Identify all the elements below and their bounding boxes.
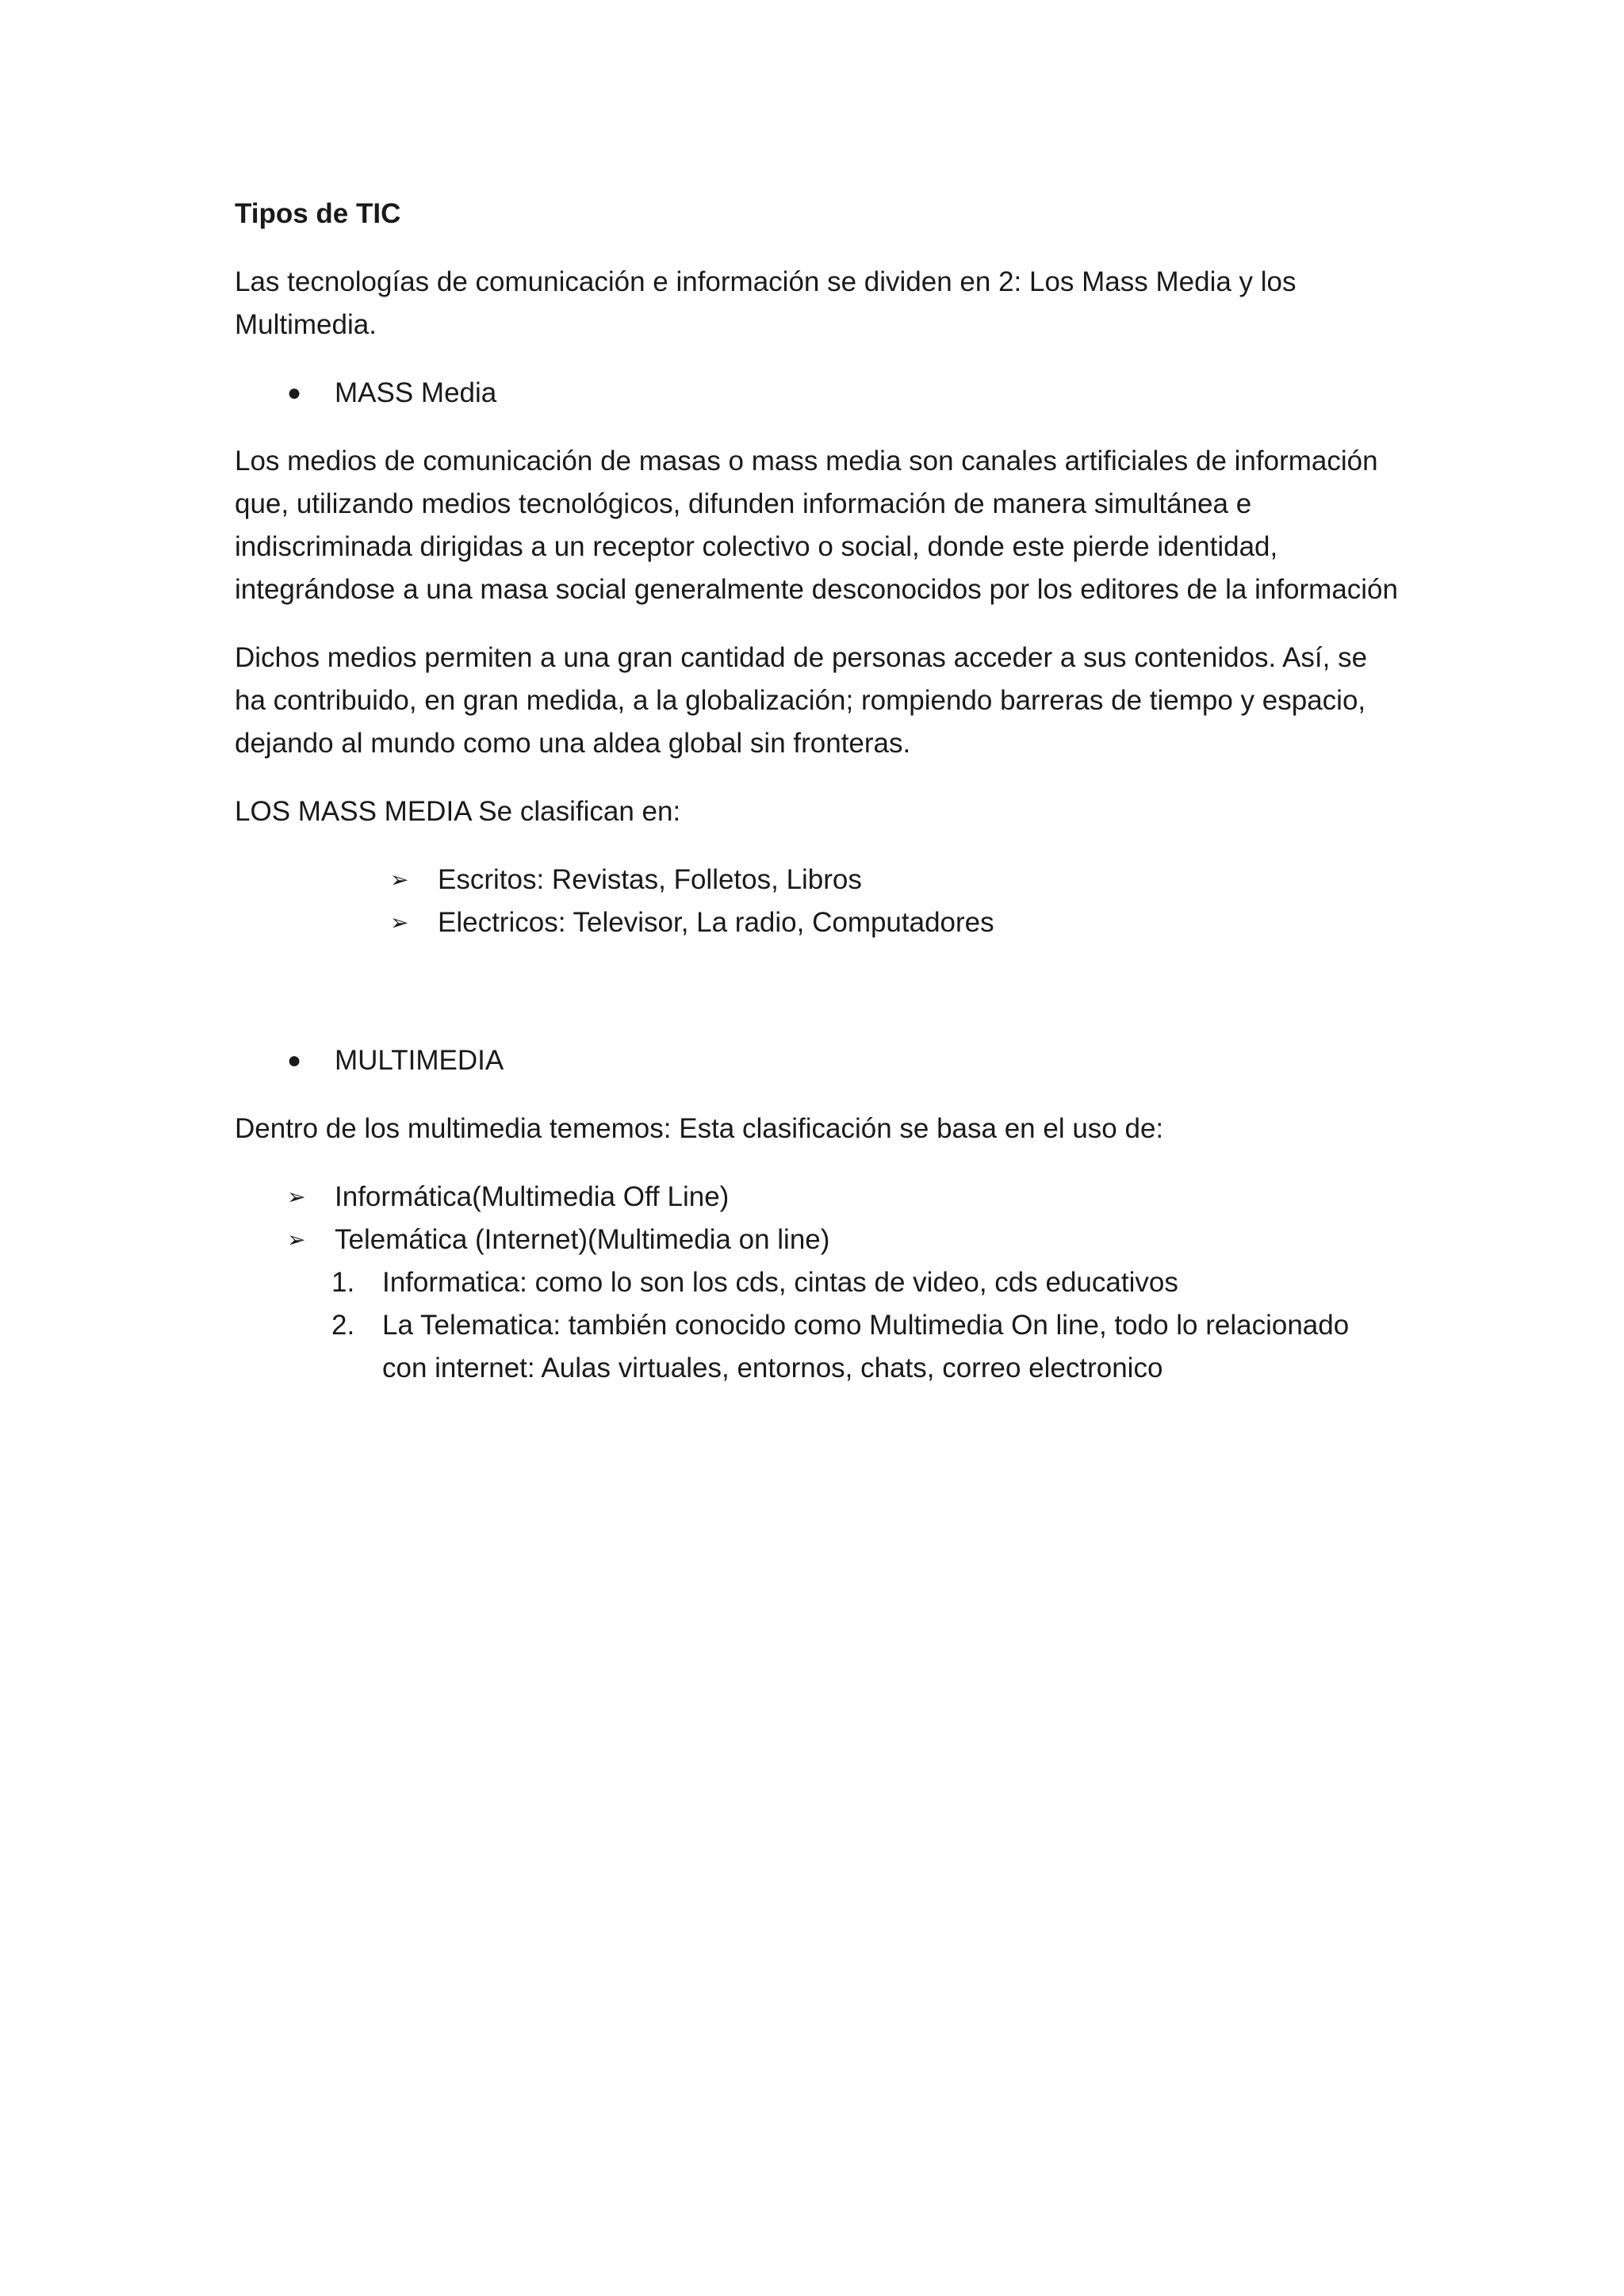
- multimedia-numbered-list: [235, 1261, 1400, 1390]
- mass-media-paragraph-1: Los medios de comunicación de masas o mass media son canales artificiales de información que, utilizando medios tecnológicos, difunden información de manera simultánea e indiscriminada dirigidas a un receptor colectivo o social, donde este pierde identidad, integrándose a una masa social generalmente desconocidos por los editores de la información: [235, 446, 1398, 605]
- numbered-item: [235, 1261, 1400, 1304]
- numbered-item-text: La Telematica: también conocido como Multimedia On line, todo lo relacionado con internet: Aulas virtuales, entornos, chats, correo electronico: [382, 1310, 1350, 1383]
- arrow-bullet-icon: ➢: [287, 1184, 306, 1209]
- document-title: Tipos de TIC: [235, 198, 401, 229]
- mass-media-paragraph-2: Dichos medios permiten a una gran cantidad de personas acceder a sus contenidos. Así, se ha contribuido, en gran medida, a la globalización; rompiendo barreras de tiempo y espacio, dejando al mundo como una aldea global sin fronteras.: [235, 642, 1368, 759]
- multimedia-use-list: [235, 1176, 1400, 1261]
- bullet-dot-icon: ●: [287, 380, 302, 406]
- list-item: [235, 1219, 1400, 1261]
- document-body: [235, 193, 1400, 1390]
- mass-media-classification-list: [235, 859, 1400, 944]
- arrow-bullet-icon: ➢: [390, 910, 409, 935]
- mass-media-classification-intro: LOS MASS MEDIA Se clasifican en:: [235, 796, 681, 827]
- list-item-text: Escritos: Revistas, Folletos, Libros: [438, 864, 862, 895]
- multimedia-intro: Dentro de los multimedia tememos: Esta clasificación se basa en el uso de:: [235, 1113, 1164, 1144]
- intro-paragraph: Las tecnologías de comunicación e información se dividen en 2: Los Mass Media y los Multimedia.: [235, 266, 1297, 340]
- list-item-text: Electricos: Televisor, La radio, Computadores: [438, 907, 994, 938]
- list-item: [235, 859, 1400, 901]
- arrow-bullet-icon: ➢: [390, 867, 409, 892]
- list-item: [235, 1176, 1400, 1219]
- multimedia-bullet-label: MULTIMEDIA: [335, 1045, 504, 1076]
- numbered-item-text: Informatica: como lo son los cds, cintas de video, cds educativos: [382, 1267, 1178, 1298]
- item-number: 2.: [331, 1310, 355, 1341]
- arrow-bullet-icon: ➢: [287, 1227, 306, 1252]
- mass-media-bullet-label: MASS Media: [335, 377, 497, 408]
- list-item: [235, 901, 1400, 944]
- list-item-text: Informática(Multimedia Off Line): [335, 1181, 730, 1212]
- mass-media-bullet: [235, 372, 1400, 415]
- item-number: 1.: [331, 1267, 355, 1298]
- bullet-dot-icon: ●: [287, 1047, 302, 1073]
- blank-space: [235, 970, 1400, 1039]
- list-item-text: Telemática (Internet)(Multimedia on line): [335, 1224, 830, 1255]
- multimedia-bullet: [235, 1039, 1400, 1082]
- numbered-item: [235, 1304, 1400, 1390]
